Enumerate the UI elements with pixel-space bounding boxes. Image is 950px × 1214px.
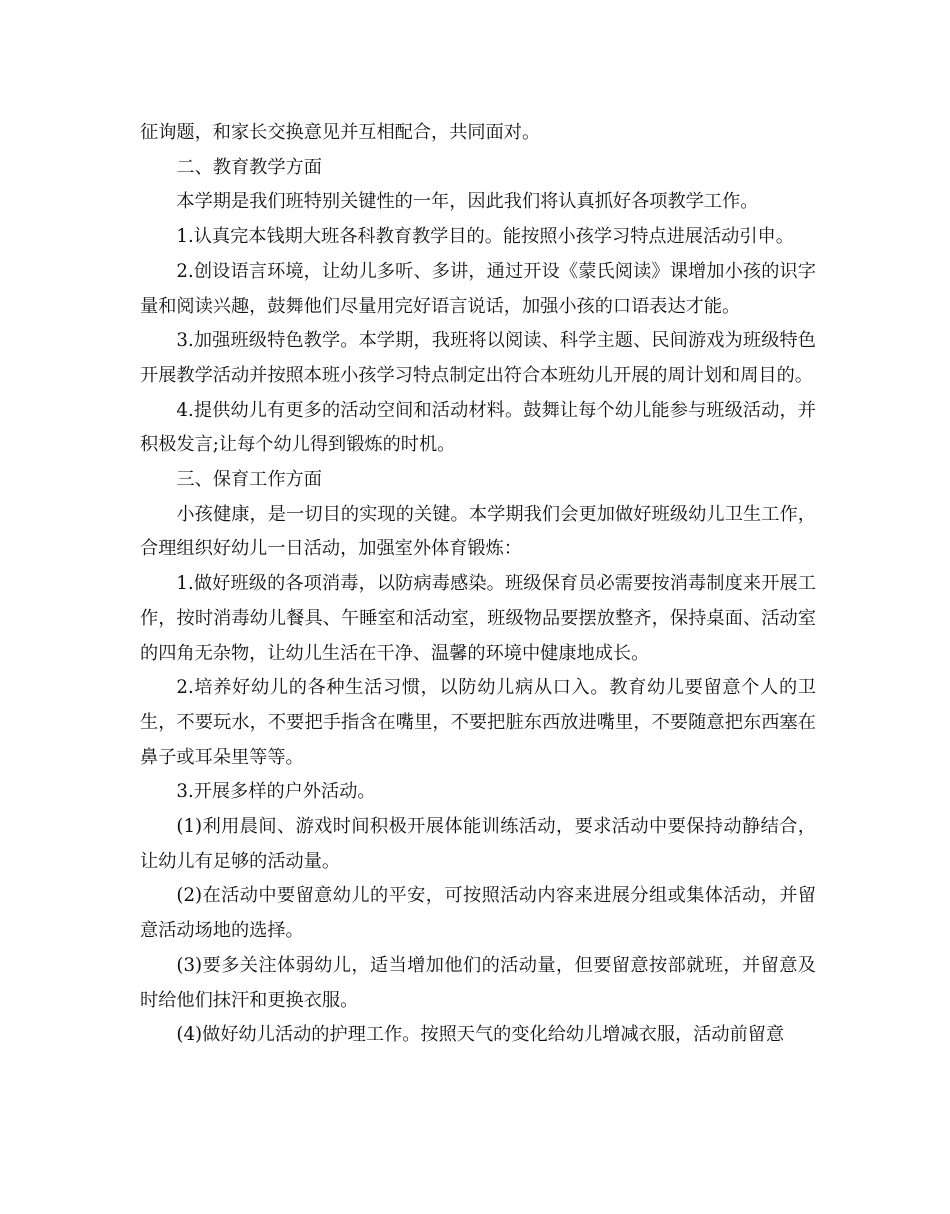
sub-list-item: (2)在活动中要留意幼儿的平安，可按照活动内容来进展分组或集体活动，并留意活动场地的选择。 [140,885,816,942]
paragraph: 本学期是我们班特别关键性的一年，因此我们将认真抓好各项教学工作。 [176,191,759,213]
document-body [140,116,816,1053]
sub-list-item: (3)要多关注体弱幼儿，适当增加他们的活动量，但要留意按部就班，并留意及时给他们抹汗和更换衣服。 [140,954,816,1011]
list-item: 1.认真完本钱期大班各科教育教学目的。能按照小孩学习特点进展活动引申。 [176,226,794,248]
sub-list-item: (1)利用晨间、游戏时间积极开展体能训练活动，要求活动中要保持动静结合，让幼儿有足够的活动量。 [140,816,816,872]
list-item: 1.做好班级的各项消毒，以防病毒感染。班级保育员必需要按消毒制度来开展工作，按时消毒幼儿餐具、午睡室和活动室，班级物品要摆放整齐，保持桌面、活动室的四角无杂物，让幼儿生活在干净、温馨的环境中健康地成长。 [140,573,816,664]
list-item: 3.加强班级特色教学。本学期，我班将以阅读、科学主题、民间游戏为班级特色开展教学活动并按照本班小孩学习特点制定出符合本班幼儿开展的周计划和周目的。 [140,330,816,386]
sub-list-item: (4)做好幼儿活动的护理工作。按照天气的变化给幼儿增减衣服，活动前留意 [176,1024,785,1046]
paragraph-continued: 征询题，和家长交换意见并互相配合，共同面对。 [140,122,541,143]
list-item: 3.开展多样的户外活动。 [176,781,376,803]
section-heading-education: 二、教育教学方面 [176,156,322,178]
list-item: 2.创设语言环境，让幼儿多听、多讲，通过开设《蒙氏阅读》课增加小孩的识字量和阅读兴趣，鼓舞他们尽量用完好语言说话，加强小孩的口语表达才能。 [140,260,816,317]
list-item: 2.培养好幼儿的各种生活习惯，以防幼儿病从口入。教育幼儿要留意个人的卫生，不要玩水，不要把手指含在嘴里，不要把脏东西放进嘴里，不要随意把东西塞在鼻子或耳朵里等等。 [140,677,816,768]
list-item: 4.提供幼儿有更多的活动空间和活动材料。鼓舞让每个幼儿能参与班级活动，并积极发言;让每个幼儿得到锻炼的时机。 [140,399,816,456]
section-heading-care: 三、保育工作方面 [176,469,322,491]
paragraph: 小孩健康，是一切目的实现的关键。本学期我们会更加做好班级幼儿卫生工作，合理组织好幼儿一日活动，加强室外体育锻炼： [140,503,816,560]
